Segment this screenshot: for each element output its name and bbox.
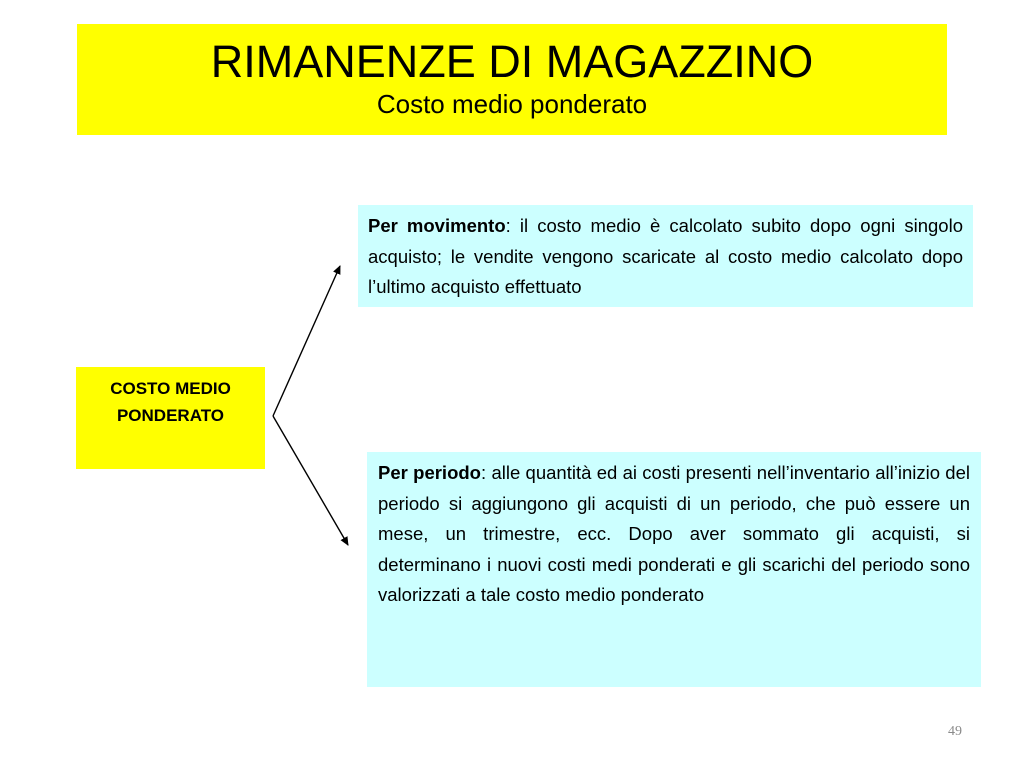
branch-per-movimento-lead: Per movimento [368,215,506,236]
arrow-to-per-movimento [273,266,340,416]
branch-node-per-movimento [358,205,973,307]
branch-per-periodo-text: : alle quantità ed ai costi presenti nell’inventario all’inizio del periodo si aggiungono gli acquisti di un periodo, che può essere un mese, un trimestre, ecc. Dopo aver sommato gli acquisti, si determinano i nuovi costi medi ponderati e gli scarichi del periodo sono valorizzati a tale costo medio ponderato [378,462,970,605]
branch-per-periodo-lead: Per periodo [378,462,481,483]
root-node-label-line2: PONDERATO [116,406,225,425]
arrow-to-per-periodo [273,416,348,545]
title-banner [77,24,947,135]
branch-per-movimento-text: : il costo medio è calcolato subito dopo ogni singolo acquisto; le vendite vengono scaricate al costo medio calcolato dopo l’ultimo acquisto effettuato [368,215,963,297]
slide-title: RIMANENZE DI MAGAZZINO [210,36,814,87]
root-node-costo-medio-ponderato [76,367,265,469]
page-number: 49 [948,724,962,739]
branch-node-per-periodo [367,452,981,687]
root-node-label-line1: COSTO MEDIO [110,379,231,398]
slide-subtitle: Costo medio ponderato [376,89,648,119]
